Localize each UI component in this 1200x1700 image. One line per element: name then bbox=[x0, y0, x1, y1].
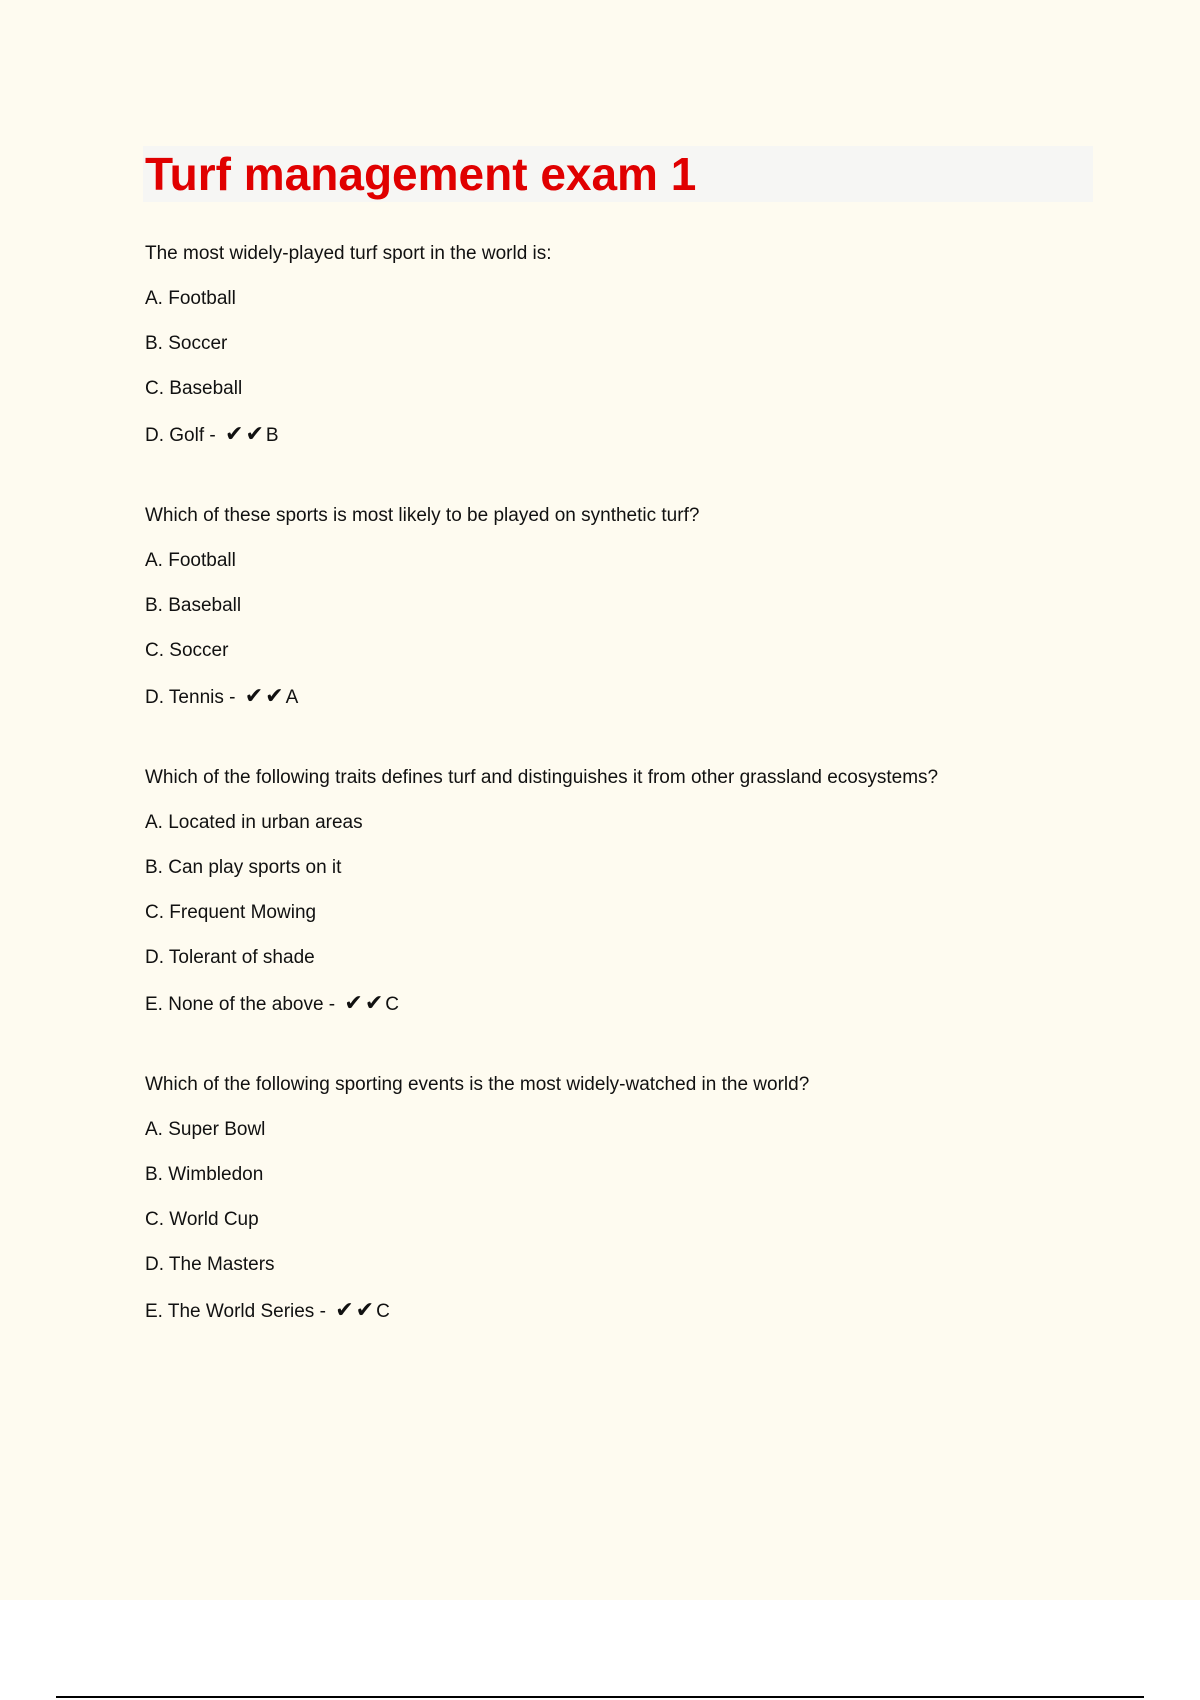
answer-letter: C bbox=[376, 1301, 390, 1322]
option-b: B. Baseball bbox=[145, 595, 242, 616]
option-e: E. None of the above - ✔✔C bbox=[145, 990, 400, 1015]
option-b: B. Soccer bbox=[145, 333, 228, 354]
answer-letter: C bbox=[385, 994, 400, 1015]
checkmark-icon: ✔✔ bbox=[335, 1297, 377, 1322]
question-4 bbox=[145, 1072, 1145, 1323]
option-d: D. Tolerant of shade bbox=[145, 947, 315, 968]
option-a: A. Located in urban areas bbox=[145, 812, 363, 833]
answer-letter: B bbox=[265, 425, 279, 446]
footer-divider bbox=[56, 1696, 1144, 1698]
question-text: Which of the following sporting events is the most widely-watched in the world? bbox=[145, 1074, 810, 1095]
questions-list bbox=[145, 241, 1145, 1379]
option-b: B. Can play sports on it bbox=[145, 857, 342, 878]
question-2 bbox=[145, 503, 1145, 709]
checkmark-icon: ✔✔ bbox=[244, 683, 286, 708]
option-c: C. Soccer bbox=[145, 640, 229, 661]
question-3 bbox=[145, 765, 1145, 1016]
question-text: Which of these sports is most likely to be played on synthetic turf? bbox=[145, 505, 700, 526]
option-d: D. Golf - ✔✔B bbox=[145, 421, 279, 446]
option-d: D. The Masters bbox=[145, 1254, 275, 1275]
answer-letter: A bbox=[285, 687, 299, 708]
question-text: Which of the following traits defines turf and distinguishes it from other grassland ecosystems? bbox=[145, 767, 939, 788]
option-e: E. The World Series - ✔✔C bbox=[145, 1297, 390, 1322]
option-c: C. Frequent Mowing bbox=[145, 902, 317, 923]
option-a: A. Football bbox=[145, 288, 236, 309]
option-a: A. Super Bowl bbox=[145, 1119, 266, 1140]
option-a: A. Football bbox=[145, 550, 236, 571]
option-d: D. Tennis - ✔✔A bbox=[145, 683, 299, 708]
question-text: The most widely-played turf sport in the world is: bbox=[145, 243, 552, 264]
question-1 bbox=[145, 241, 1145, 447]
checkmark-icon: ✔✔ bbox=[344, 990, 386, 1015]
page-title: Turf management exam 1 bbox=[145, 148, 697, 200]
option-c: C. World Cup bbox=[145, 1209, 259, 1230]
checkmark-icon: ✔✔ bbox=[225, 421, 266, 446]
option-c: C. Baseball bbox=[145, 378, 243, 399]
option-b: B. Wimbledon bbox=[145, 1164, 264, 1185]
